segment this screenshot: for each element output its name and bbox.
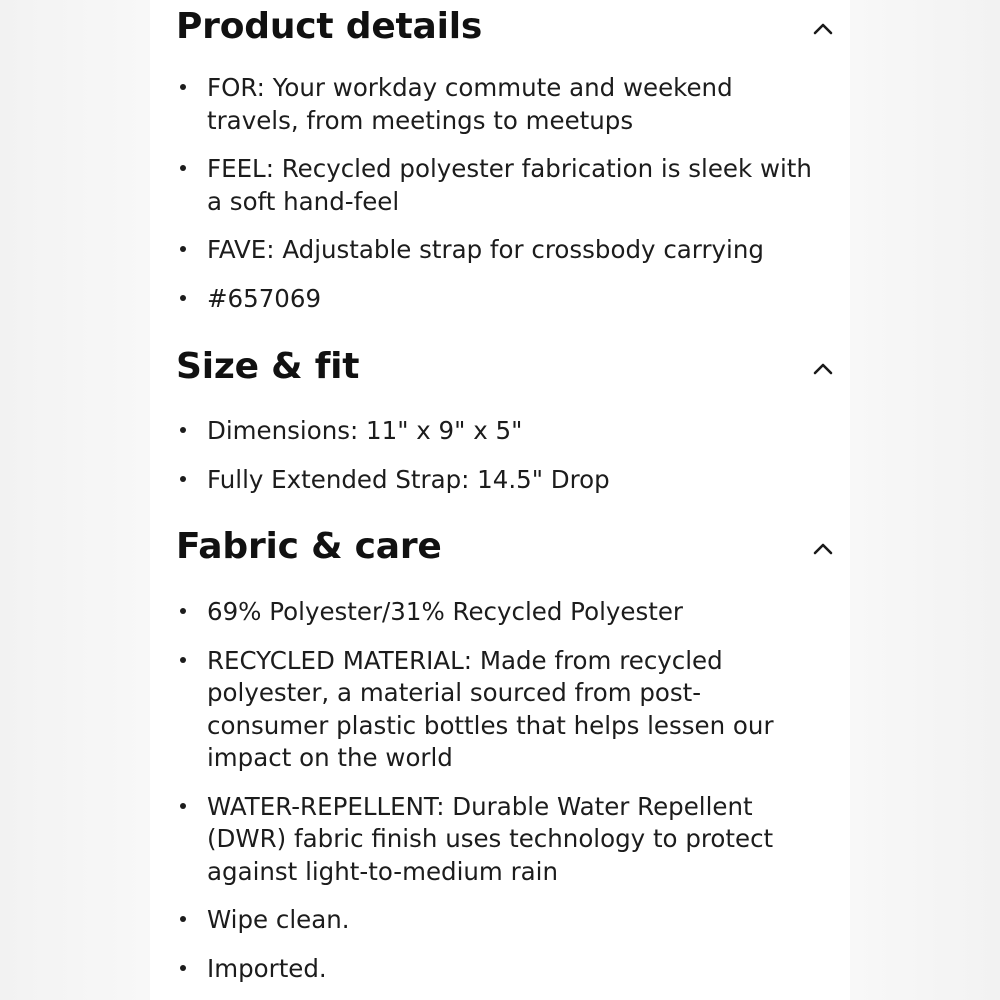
bullet-icon (180, 608, 186, 614)
collapse-product-details-button[interactable] (810, 16, 836, 42)
list-item (150, 596, 850, 629)
list-item (150, 464, 850, 497)
chevron-up-icon (810, 536, 836, 562)
list-item (150, 415, 850, 448)
bullet-icon (180, 803, 186, 809)
section-title: Product details (176, 6, 483, 47)
bullet-icon (180, 295, 186, 301)
bullet-icon (180, 427, 186, 433)
bullet-icon (180, 165, 186, 171)
section-title: Size & fit (176, 346, 360, 387)
list-item (150, 234, 850, 267)
list-item-text: Imported. (207, 953, 327, 983)
product-details-section (150, 0, 850, 313)
size-fit-header[interactable] (150, 340, 850, 400)
list-item-text: FOR: Your workday commute and weekend travels, from meetings to meetups (207, 73, 733, 135)
list-item (150, 283, 850, 316)
bullet-icon (180, 84, 186, 90)
section-title: Fabric & care (176, 526, 442, 567)
list-item-text: FEEL: Recycled polyester fabrication is sleek with a soft hand-feel (207, 154, 812, 216)
list-item (150, 72, 850, 137)
list-item-text: RECYCLED MATERIAL: Made from recycled polyester, a material sourced from post-consumer plastic bottles that helps lessen our impact on the world (207, 645, 774, 772)
size-fit-list (150, 415, 850, 512)
list-item-text: WATER-REPELLENT: Durable Water Repellent (DWR) fabric finish uses technology to protect against light-to-medium rain (207, 791, 774, 886)
list-item (150, 645, 850, 775)
product-details-list (150, 72, 850, 331)
list-item-text: FAVE: Adjustable strap for crossbody carrying (207, 235, 764, 264)
chevron-up-icon (810, 16, 836, 42)
list-item (150, 153, 850, 218)
list-item-text: Wipe clean. (207, 905, 350, 934)
bullet-icon (180, 476, 186, 482)
list-item (150, 904, 850, 937)
fabric-care-section (150, 520, 850, 983)
list-item-text: 69% Polyester/31% Recycled Polyester (207, 597, 683, 626)
collapse-fabric-care-button[interactable] (810, 536, 836, 562)
product-info-panel (150, 0, 850, 1000)
bullet-icon (180, 657, 186, 663)
size-fit-section (150, 340, 850, 494)
bullet-icon (180, 965, 186, 971)
list-item-text: Dimensions: 11" x 9" x 5" (207, 416, 523, 445)
list-item-text: Fully Extended Strap: 14.5" Drop (207, 464, 610, 494)
list-item (150, 791, 850, 889)
fabric-care-header[interactable] (150, 520, 850, 580)
bullet-icon (180, 916, 186, 922)
fabric-care-list (150, 596, 850, 1000)
collapse-size-fit-button[interactable] (810, 356, 836, 382)
product-details-header[interactable] (150, 0, 850, 60)
chevron-up-icon (810, 356, 836, 382)
bullet-icon (180, 246, 186, 252)
list-item-text: #657069 (207, 283, 322, 313)
list-item (150, 953, 850, 986)
